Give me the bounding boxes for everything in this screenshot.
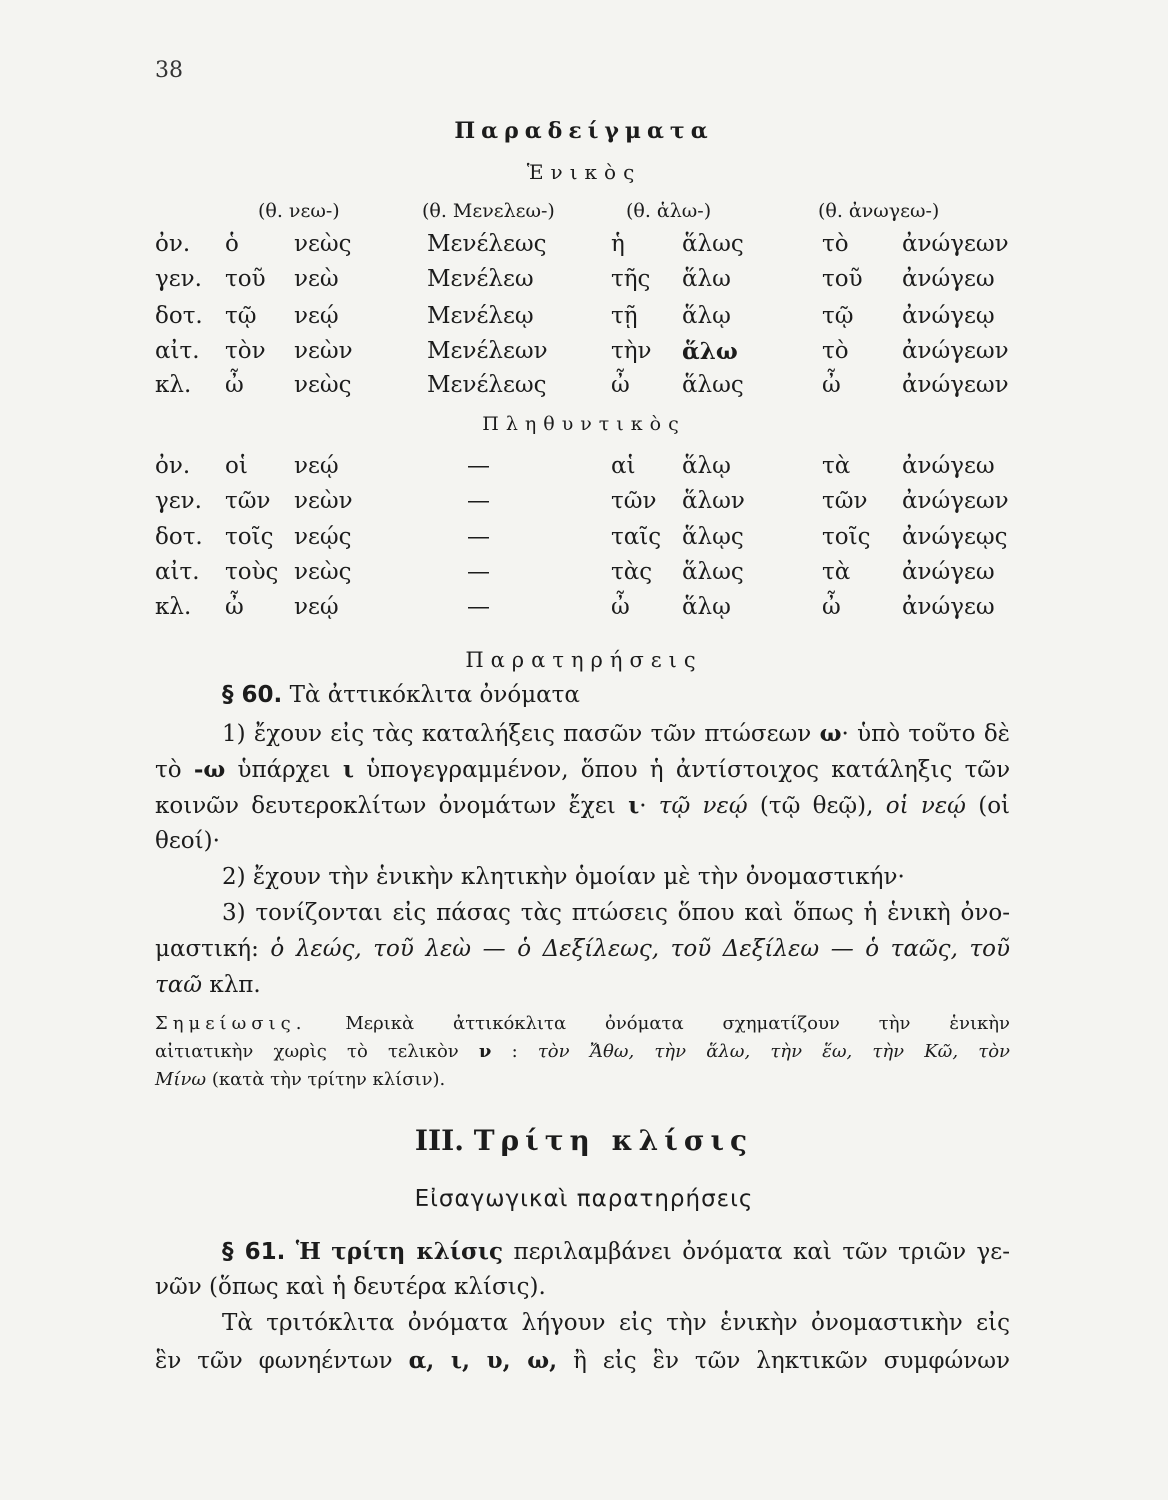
example: οἱ νεῴ xyxy=(885,793,966,819)
iota: ι xyxy=(628,792,640,819)
stem-menelao: (θ. Μενελεω-) xyxy=(422,200,555,222)
singular-heading: Ἑνικὸς xyxy=(526,160,642,184)
noun-form: ἀνώγεω xyxy=(902,594,995,620)
article: ὦ xyxy=(611,372,630,398)
article: τοῦ xyxy=(822,266,863,292)
paragraph-line: Τὰ τριτόκλιτα ὀνόματα λήγουν εἰς τὴν ἑνικὴν ὀνομαστικὴν εἰς xyxy=(222,1310,1010,1336)
article: τὸ xyxy=(822,338,849,364)
article: τῷ xyxy=(225,303,257,329)
article: τῷ xyxy=(822,303,854,329)
noun-form: ἀνώγεω xyxy=(902,453,995,479)
ending: ν xyxy=(478,1041,492,1062)
text: ὑπάρχει xyxy=(237,757,331,783)
article: ὦ xyxy=(822,594,841,620)
section-number: § 61. xyxy=(222,1239,286,1265)
text: ὑπογεγραμμένον, ὅπου ἡ ἀντίστοιχος κατάληξις τῶν xyxy=(366,757,1011,783)
section-60-heading xyxy=(222,682,1010,708)
ending: -ω xyxy=(193,756,226,783)
article: ὦ xyxy=(225,372,244,398)
example: τὸν Ἄθω, τὴν ἅλω, τὴν ἕω, τὴν Κῶ, τὸν xyxy=(537,1041,1010,1062)
noun-form: Μενέλεῳ xyxy=(427,303,534,329)
noun-form: ἅλω xyxy=(682,266,731,292)
noun-form: νεῴ xyxy=(294,303,339,329)
text: αἰτιατικὴν χωρὶς τὸ τελικὸν xyxy=(155,1041,459,1062)
case-label: γεν. xyxy=(155,266,202,292)
noun-form: ἅλω xyxy=(682,338,738,365)
article: τῇ xyxy=(611,303,638,329)
article: αἱ xyxy=(611,453,636,479)
note-line xyxy=(155,1041,1010,1062)
example: ταῶ xyxy=(155,972,203,998)
term: τρίτη κλίσις xyxy=(331,1238,504,1265)
noun-form: νεῴ xyxy=(294,453,339,479)
dash: — xyxy=(467,594,490,620)
noun-form: ἀνώγεων xyxy=(902,338,1009,364)
case-label: δοτ. xyxy=(155,303,203,329)
vowels: α, ι, υ, ω, xyxy=(408,1347,558,1374)
note-line xyxy=(155,1069,1010,1090)
noun-form: ἀνώγεῳς xyxy=(902,524,1008,550)
article: ταῖς xyxy=(611,524,662,550)
paragraph-line xyxy=(155,972,1010,998)
article: τὰς xyxy=(611,559,653,585)
noun-form: νεῴ xyxy=(294,594,339,620)
text: · xyxy=(639,793,647,819)
noun-form: ἀνώγεω xyxy=(902,266,995,292)
stem-alo: (θ. ἁλω-) xyxy=(626,200,712,222)
article: τῆς xyxy=(611,266,651,292)
paragraph-line: θεοί)· xyxy=(155,828,220,854)
text: · ὑπὸ τοῦτο δὲ xyxy=(841,721,1011,747)
noun-form: ἅλῳ xyxy=(682,303,731,329)
article: τῶν xyxy=(611,488,657,514)
text: κλπ. xyxy=(209,972,261,998)
noun-form: ἅλως xyxy=(682,231,744,257)
noun-form: Μενέλεων xyxy=(427,338,548,364)
dash: — xyxy=(467,453,490,479)
case-label: ὀν. xyxy=(155,231,191,257)
article: οἱ xyxy=(225,453,248,479)
text: ἢ εἰς ἓν τῶν ληκτικῶν συμφώνων xyxy=(573,1348,1010,1374)
article: τοῖς xyxy=(225,524,274,550)
article: τὰ xyxy=(822,453,851,479)
paragraph-line xyxy=(222,1238,1010,1265)
dash: — xyxy=(467,524,490,550)
ending: ω xyxy=(819,720,842,747)
section-number: § 60. xyxy=(222,682,283,708)
text: (τῷ θεῷ), xyxy=(759,793,874,819)
observations-heading: Παρατηρήσεις xyxy=(465,648,703,672)
noun-form: ἀνώγεων xyxy=(902,372,1009,398)
note-label: Σημείωσις. xyxy=(155,1013,307,1034)
article: τοῦ xyxy=(225,266,266,292)
noun-form: ἅλων xyxy=(682,488,745,514)
article: ὦ xyxy=(822,372,841,398)
note-line xyxy=(155,1013,1010,1034)
noun-form: ἅλως xyxy=(682,559,744,585)
text: (κατὰ τὴν τρίτην κλίσιν). xyxy=(211,1069,446,1090)
stem-anogeo: (θ. ἀνωγεω-) xyxy=(818,200,940,222)
text: τὸ xyxy=(155,757,182,783)
noun-form: Μενέλεως xyxy=(427,231,547,257)
case-label: κλ. xyxy=(155,372,192,398)
text: περιλαμβάνει ὀνόματα καὶ τῶν τριῶν γε- xyxy=(513,1239,1010,1265)
paragraph-line: νῶν (ὅπως καὶ ἡ δευτέρα κλίσις). xyxy=(155,1274,546,1300)
noun-form: νεὼν xyxy=(294,488,353,514)
noun-form: ἀνώγεων xyxy=(902,488,1009,514)
article: ὦ xyxy=(611,594,630,620)
article: τοὺς xyxy=(225,559,279,585)
noun-form: ἀνώγεῳ xyxy=(902,303,995,329)
text: Ἡ xyxy=(295,1238,321,1265)
noun-form: ἅλῳ xyxy=(682,594,731,620)
paragraph-line: 3) τονίζονται εἰς πάσας τὰς πτώσεις ὅπου καὶ ὅπως ἡ ἑνικὴ ὀνο- xyxy=(222,900,1010,926)
noun-form: Μενέλεως xyxy=(427,372,547,398)
article: ὦ xyxy=(225,594,244,620)
text: ἓν τῶν φωνηέντων xyxy=(155,1348,393,1374)
article: ἡ xyxy=(611,231,625,257)
examples-heading: Παραδείγματα xyxy=(454,118,714,144)
paragraph-line xyxy=(155,756,1010,783)
case-label: αἰτ. xyxy=(155,559,200,585)
noun-form: νεὼ xyxy=(294,266,339,292)
noun-form: ἀνώγεω xyxy=(902,559,995,585)
paragraph-line xyxy=(222,720,1010,747)
paragraph-line xyxy=(155,1347,1010,1374)
noun-form: ἀνώγεων xyxy=(902,231,1009,257)
article: τῶν xyxy=(225,488,271,514)
article: τῶν xyxy=(822,488,868,514)
plural-heading: Πληθυντικὸς xyxy=(482,413,686,435)
case-label: ὀν. xyxy=(155,453,191,479)
text: μαστική: xyxy=(155,936,259,962)
article: ὁ xyxy=(225,231,239,257)
page-number: 38 xyxy=(155,58,183,83)
case-label: αἰτ. xyxy=(155,338,200,364)
article: τὰ xyxy=(822,559,851,585)
chapter-title: Τρίτη κλίσις xyxy=(473,1124,754,1157)
paragraph-line xyxy=(155,792,1010,819)
chapter-heading xyxy=(0,1124,1168,1157)
article: τὴν xyxy=(611,338,652,364)
dash: — xyxy=(467,559,490,585)
chapter-number: III. xyxy=(414,1124,464,1157)
noun-form: ἅλως xyxy=(682,372,744,398)
noun-form: ἅλῳ xyxy=(682,453,731,479)
section-title: Τὰ ἀττικόκλιτα ὀνόματα xyxy=(289,682,580,708)
noun-form: νεὼς xyxy=(294,559,352,585)
paragraph-line xyxy=(155,936,1010,962)
noun-form: νεὼν xyxy=(294,338,353,364)
example: ὁ λεώς, τοῦ λεὼ — ὁ Δεξίλεως, τοῦ Δεξίλεω — ὁ ταῶς, τοῦ xyxy=(270,936,1011,962)
noun-form: νεῴς xyxy=(294,524,352,550)
paragraph-line: 2) ἔχουν τὴν ἑνικὴν κλητικὴν ὁμοίαν μὲ τὴν ὀνομαστικήν· xyxy=(222,864,905,890)
case-label: γεν. xyxy=(155,488,202,514)
case-label: δοτ. xyxy=(155,524,203,550)
text: Μερικὰ ἀττικόκλιτα ὀνόματα σχηματίζουν τὴν ἑνικὴν xyxy=(345,1013,1010,1034)
noun-form: νεὼς xyxy=(294,231,352,257)
noun-form: Μενέλεω xyxy=(427,266,534,292)
noun-form: ἅλῳς xyxy=(682,524,744,550)
text: κοινῶν δευτεροκλίτων ὀνομάτων ἔχει xyxy=(155,793,616,819)
article: τὸ xyxy=(822,231,849,257)
noun-form: νεὼς xyxy=(294,372,352,398)
text: 1) ἔχουν εἰς τὰς καταλήξεις πασῶν τῶν πτώσεων xyxy=(222,721,812,747)
example: Μίνω xyxy=(155,1069,207,1090)
iota: ι xyxy=(342,756,354,783)
article: τοῖς xyxy=(822,524,871,550)
article: τὸν xyxy=(225,338,266,364)
case-label: κλ. xyxy=(155,594,192,620)
example: τῷ νεῴ xyxy=(658,793,748,819)
dash: — xyxy=(467,488,490,514)
intro-heading: Εἰσαγωγικαὶ παρατηρήσεις xyxy=(414,1186,754,1212)
text: : xyxy=(511,1041,518,1062)
text: (οἱ xyxy=(978,793,1011,819)
stem-neo: (θ. νεω-) xyxy=(258,200,340,222)
